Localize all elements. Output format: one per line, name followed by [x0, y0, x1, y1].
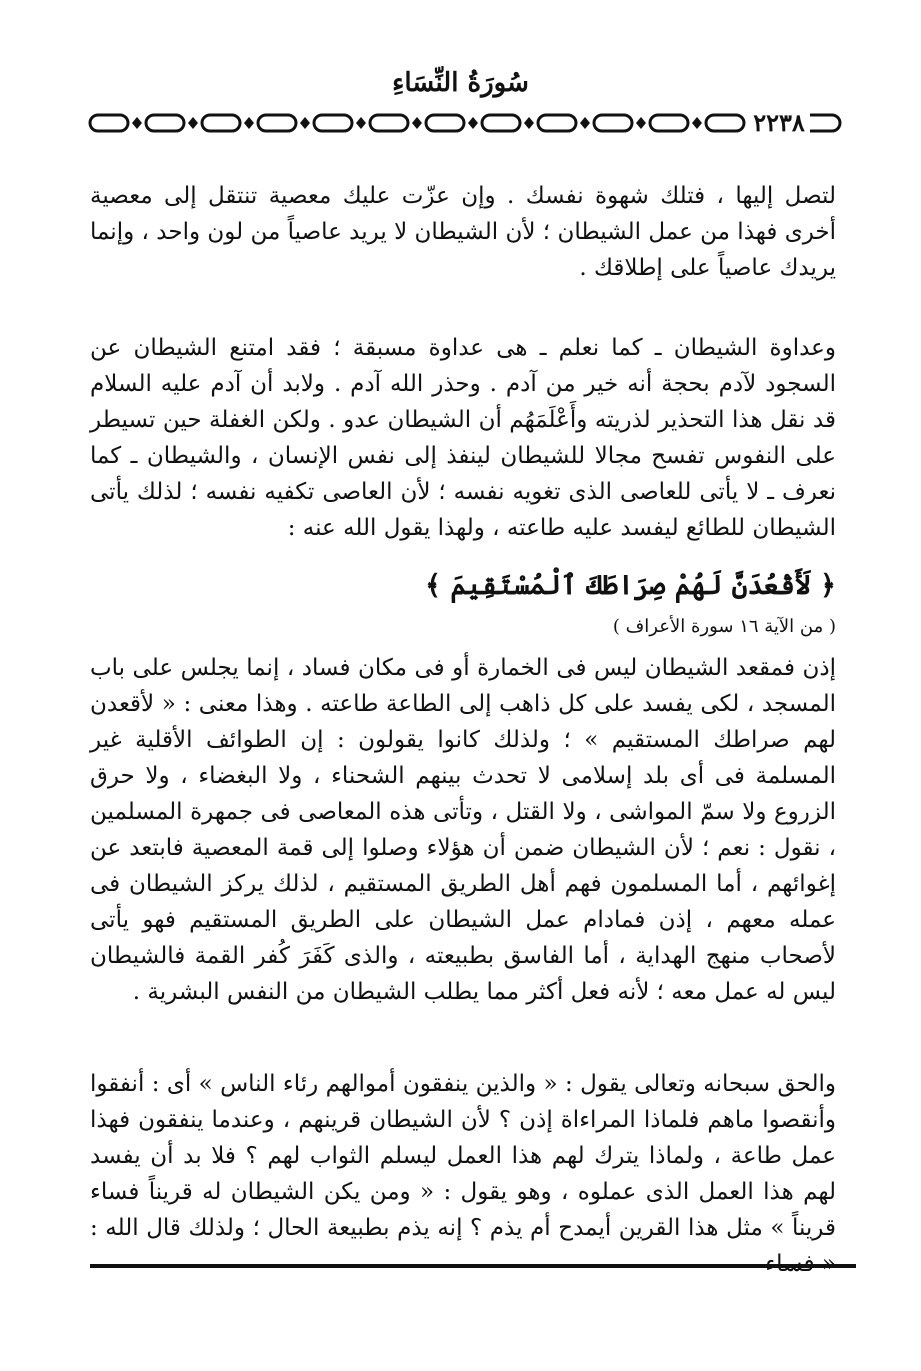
- paragraph-4: والحق سبحانه وتعالى يقول : « والذين ينفقون أموالهم رئاء الناس » أى : أنفقوا وأنقصوا ماهم فلماذا المراءاة إذن ؟ لأن الشيطان قرينهم ، وعندما ينفقون فهذا عمل طاعة ، ولماذا يترك لهم هذا العمل ليسلم الثواب لهم ؟ فلا بد أن يفسد لهم هذا العمل الذى عملوه ، وهو يقول : « ومن يكن الشيطان له قريناً فساء قريناً » مثل هذا القرين أيمدح أم يذم ؟ إنه يذم بطبيعة الحال ؛ ولذلك قال الله :: [90, 1071, 836, 1241]
- verse-reference-text: ( من الآية ١٦ سورة الأعراف ): [612, 616, 836, 637]
- paragraph-1: لتصل إليها ، فتلك شهوة نفسك . وإن عزّت عليك معصية تنتقل إلى معصية أخرى فهذا من عمل الشيطان ؛ لأن الشيطان لا يريد عاصياً من لون واحد ، وإنما يريدك عاصياً على إطلاقك .: [90, 183, 836, 281]
- quran-verse: ﴿ لَأَقْعُدَنَّ لَهُمْ صِرَاطَكَ ٱلْمُسْتَقِيمَ ﴾: [425, 570, 836, 601]
- paragraph-3: إذن فمقعد الشيطان ليس فى الخمارة أو فى مكان فساد ، إنما يجلس على باب المسجد ، لكى يفسد على كل ذاهب إلى الطاعة طاعته . وهذا معنى : « لأقعدن لهم صراطك المستقيم » ؛ ولذلك كانوا يقولون : إن الطوائف الأقلية غير المسلمة فى أى بلد إسلامى لا تحدث بينهم الشحناء ، ولا البغضاء ، ولا حرق الزروع ولا سمّ المواشى ، ولا القتل ، وتأتى هذه المعاصى فى جمهرة المسلمين ، نقول : نعم ؛ لأن الشيطان ضمن أن هؤلاء وصلوا إلى قمة المعصية فابتعد عن إغوائهم ، أما المسلمون فهم أهل الطريق المستقيم ، لذلك يركز الشيطان فى عمله معهم ، إذن فمادام عمل الشيطان على الطريق المستقيم فهو يأتى لأصحاب منهج الهداية ، أما الفاسق بطبيعته ، والذى كَفَرَ كُفر القمة فالشيطان ليس له عمل معه ؛ لأنه فعل أكثر مما يطلب الشيطان من النفس البشرية .: [90, 655, 836, 1005]
- page-number: ٢٢٣٨: [748, 106, 810, 140]
- ornamental-border-band: [86, 106, 846, 140]
- verse-reference: [90, 616, 836, 637]
- paragraph-2: وعداوة الشيطان ـ كما نعلم ـ هى عداوة مسبقة ؛ فقد امتنع الشيطان عن السجود لآدم بحجة أنه خير من آدم . وحذر الله آدم . ولابد أن آدم عليه السلام قد نقل هذا التحذير لذريته وأَعْلَمَهُم أن الشيطان عدو . ولكن الغفلة حين تسيطر على النفوس تفسح مجالا للشيطان لينفذ إلى نفس الإنسان ، والشيطان ـ كما نعرف ـ لا يأتى للعاصى الذى تغويه نفسه ؛ لأن العاصى تكفيه نفسه ؛ لذلك يأتى الشيطان للطائع ليفسد عليه طاعته ، ولهذا يقول الله عنه :: [90, 335, 836, 541]
- bottom-rule: [90, 1264, 856, 1268]
- surah-title: سُورَةُ النِّسَاءِ: [392, 68, 529, 98]
